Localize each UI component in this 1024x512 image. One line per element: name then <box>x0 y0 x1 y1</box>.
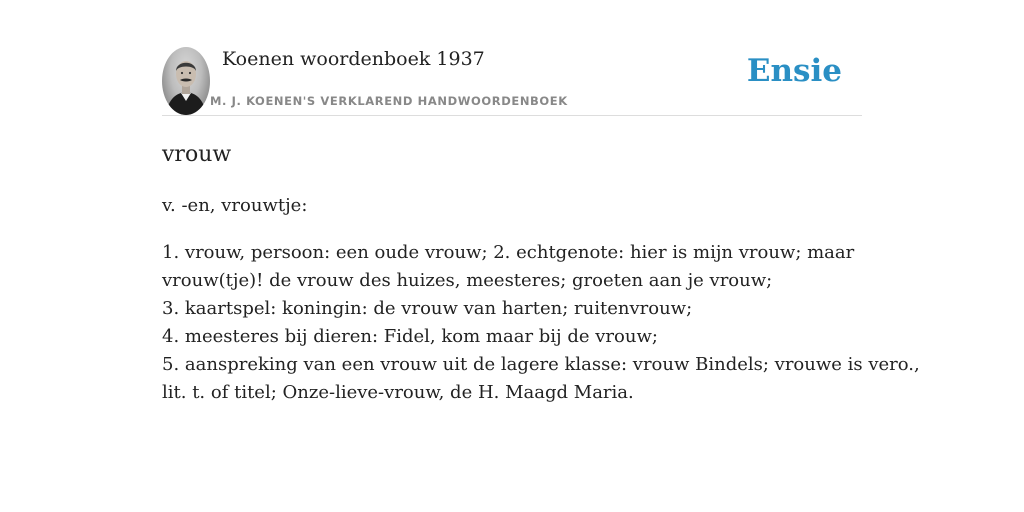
entry-grammar: v. -en, vrouwtje: <box>162 195 308 216</box>
entry-headword: vrouw <box>162 142 232 167</box>
page-header <box>162 47 862 116</box>
author-portrait-icon <box>162 47 210 115</box>
ensie-logo-link[interactable]: Ensie <box>746 53 842 89</box>
definition-line: lit. t. of titel; Onze-lieve-vrouw, de H. Maagd Maria. <box>162 382 634 403</box>
dictionary-title: Koenen woordenboek 1937 <box>222 48 485 70</box>
definition-line: vrouw(tje)! de vrouw des huizes, meesteres; groeten aan je vrouw; <box>162 270 773 291</box>
definition-line: 3. kaartspel: koningin: de vrouw van harten; ruitenvrouw; <box>162 298 693 319</box>
dictionary-subtitle: M. J. KOENEN'S VERKLAREND HANDWOORDENBOEK <box>210 94 568 108</box>
definition-line: 4. meesteres bij dieren: Fidel, kom maar bij de vrouw; <box>162 326 658 347</box>
definition-line: 1. vrouw, persoon: een oude vrouw; 2. echtgenote: hier is mijn vrouw; maar <box>162 242 855 263</box>
entry-definitions <box>162 239 920 407</box>
definition-line: 5. aanspreking van een vrouw uit de lagere klasse: vrouw Bindels; vrouwe is vero., <box>162 354 920 375</box>
